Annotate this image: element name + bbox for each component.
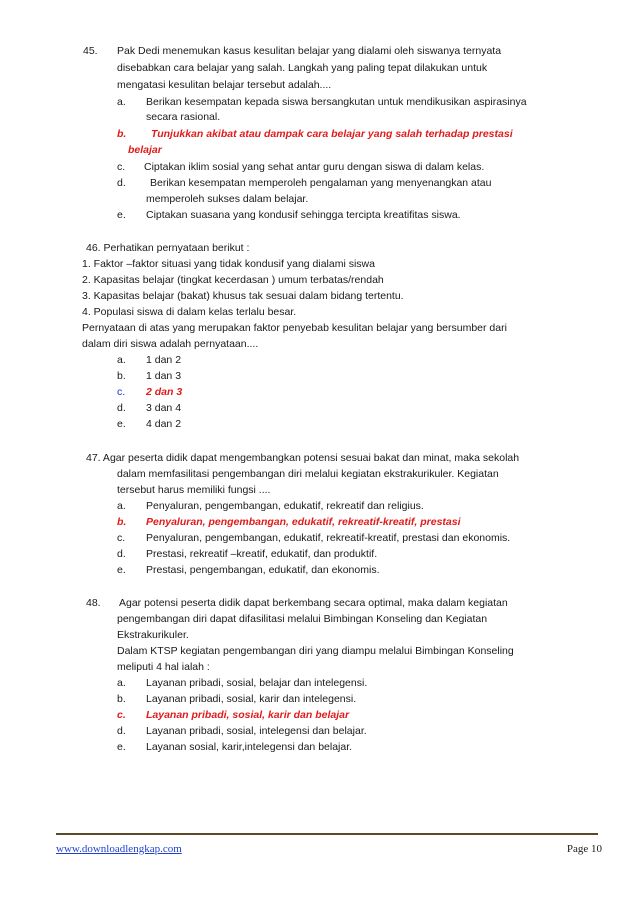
footer-website-link[interactable]: www.downloadlengkap.com [56, 843, 182, 855]
option-letter: d. [117, 548, 126, 560]
question-text: Agar potensi peserta didik dapat berkembang secara optimal, maka dalam kegiatan [119, 597, 508, 609]
option-text: Ciptakan iklim sosial yang sehat antar guru dengan siswa di dalam kelas. [144, 161, 485, 173]
question-text: mengatasi kesulitan belajar tersebut adalah.... [117, 79, 332, 91]
question-number: 48. [86, 597, 101, 609]
question-text: tersebut harus memiliki fungsi .... [117, 484, 271, 496]
option-letter: a. [117, 677, 126, 689]
option-text: 1 dan 2 [146, 354, 182, 366]
question-text: Dalam KTSP kegiatan pengembangan diri yang diampu melalui Bimbingan Konseling [117, 645, 514, 657]
option-letter: b. [117, 693, 126, 705]
question-text: Pernyataan di atas yang merupakan faktor penyebab kesulitan belajar yang bersumber dari [82, 322, 507, 334]
question-text: 46. Perhatikan pernyataan berikut : [86, 242, 250, 254]
option-letter-correct: c. [117, 386, 126, 398]
question-text: disebabkan cara belajar yang salah. Langkah yang paling tepat dilakukan untuk [117, 62, 488, 74]
question-text: dalam diri siswa adalah pernyataan.... [82, 338, 259, 350]
option-text: memperoleh sukses dalam belajar. [146, 193, 309, 205]
option-text: Ciptakan suasana yang kondusif sehingga tercipta kreatifitas siswa. [146, 209, 461, 221]
option-text-correct: Layanan pribadi, sosial, karir dan belajar [146, 709, 350, 721]
page-number: Page 10 [566, 843, 602, 855]
option-letter: d. [117, 725, 126, 737]
option-text-correct: Tunjukkan akibat atau dampak cara belajar yang salah terhadap prestasi [151, 128, 513, 140]
option-text: secara rasional. [146, 111, 221, 123]
option-letter: c. [117, 161, 126, 173]
option-text: Penyaluran, pengembangan, edukatif, rekreatif dan religius. [146, 500, 424, 512]
statement-item: 3. Kapasitas belajar (bakat) khusus tak sesuai dalam bidang tertentu. [82, 290, 404, 302]
option-text: Prestasi, pengembangan, edukatif, dan ekonomis. [146, 564, 380, 576]
option-text: 3 dan 4 [146, 402, 182, 414]
footer-divider [56, 833, 598, 835]
option-letter: b. [117, 370, 126, 382]
option-letter-correct: c. [117, 709, 126, 721]
option-letter: a. [117, 354, 126, 366]
option-text: Layanan pribadi, sosial, intelegensi dan belajar. [146, 725, 367, 737]
question-text: Ekstrakurikuler. [117, 629, 189, 641]
option-text-correct: 2 dan 3 [146, 386, 183, 398]
question-text: 47. Agar peserta didik dapat mengembangkan potensi sesuai bakat dan minat, maka sekolah [86, 452, 520, 464]
question-text: pengembangan diri dapat difasilitasi melalui Bimbingan Konseling dan Kegiatan [117, 613, 488, 625]
question-text: dalam memfasilitasi pengembangan diri melalui kegiatan ekstrakurikuler. Kegiatan [117, 468, 499, 480]
option-text-correct: Penyaluran, pengembangan, edukatif, rekreatif-kreatif, prestasi [146, 516, 461, 528]
question-text: meliputi 4 hal ialah : [117, 661, 210, 673]
option-letter: e. [117, 564, 126, 576]
option-text: 1 dan 3 [146, 370, 182, 382]
option-letter: d. [117, 402, 126, 414]
option-letter: e. [117, 209, 126, 221]
question-number: 45. [83, 45, 98, 57]
option-letter: e. [117, 741, 126, 753]
option-letter: c. [117, 532, 126, 544]
statement-item: 1. Faktor –faktor situasi yang tidak kondusif yang dialami siswa [82, 258, 375, 270]
option-letter: a. [117, 96, 126, 108]
option-text: Layanan pribadi, sosial, karir dan intelegensi. [146, 693, 357, 705]
option-text: Layanan pribadi, sosial, belajar dan intelegensi. [146, 677, 368, 689]
option-text: Prestasi, rekreatif –kreatif, edukatif, dan produktif. [146, 548, 378, 560]
option-text: Layanan sosial, karir,intelegensi dan belajar. [146, 741, 353, 753]
option-letter: e. [117, 418, 126, 430]
option-text-correct: belajar [128, 144, 162, 156]
option-text: 4 dan 2 [146, 418, 182, 430]
option-letter: a. [117, 500, 126, 512]
option-text: Berikan kesempatan kepada siswa bersangkutan untuk mendikusikan aspirasinya [146, 96, 527, 108]
statement-item: 2. Kapasitas belajar (tingkat kecerdasan ) umum terbatas/rendah [82, 274, 384, 286]
statement-item: 4. Populasi siswa di dalam kelas terlalu besar. [82, 306, 297, 318]
option-text: Berikan kesempatan memperoleh pengalaman yang menyenangkan atau [150, 177, 492, 189]
option-letter: d. [117, 177, 126, 189]
option-letter-correct: b. [117, 128, 127, 140]
option-letter-correct: b. [117, 516, 127, 528]
question-text: Pak Dedi menemukan kasus kesulitan belajar yang dialami oleh siswanya ternyata [117, 45, 502, 57]
option-text: Penyaluran, pengembangan, edukatif, rekreatif-kreatif, prestasi dan ekonomis. [146, 532, 511, 544]
